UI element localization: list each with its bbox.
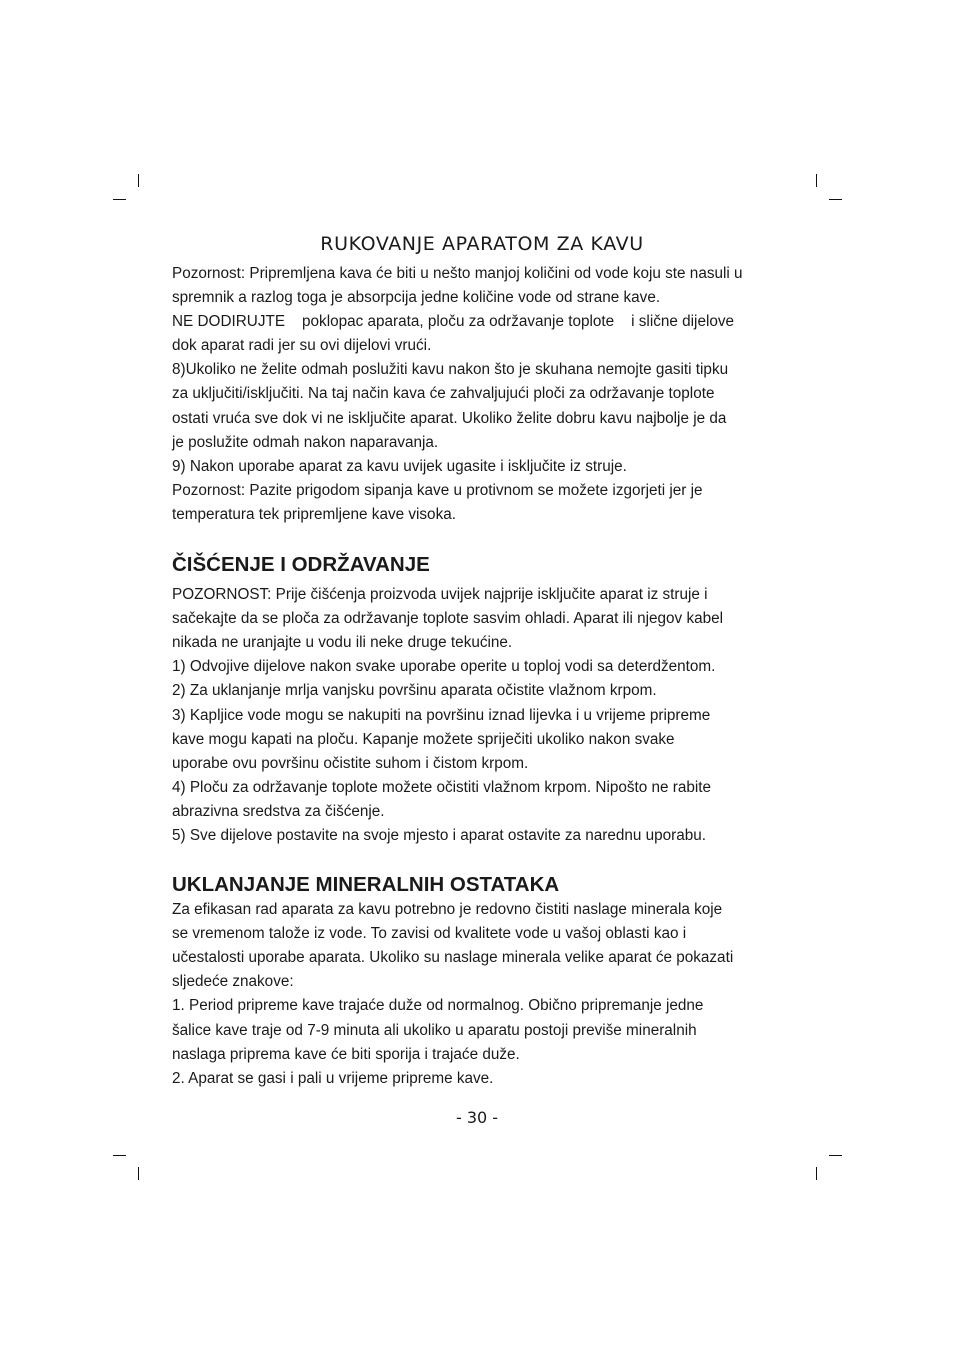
text-line: nikada ne uranjajte u vodu ili neke druge tekućine. xyxy=(172,634,513,652)
crop-mark-bottom-right-v xyxy=(816,1167,817,1180)
section-title-operation: RUKOVANJE APARATOM ZA KAVU xyxy=(320,233,644,255)
section-body-operation xyxy=(172,262,792,527)
text-line: 2) Za uklanjanje mrlja vanjsku površinu aparata očistite vlažnom krpom. xyxy=(172,682,657,700)
text-line: 9) Nakon uporabe aparat za kavu uvijek ugasite i isključite iz struje. xyxy=(172,457,627,475)
section-body-cleaning xyxy=(172,583,792,848)
text-line: 1) Odvojive dijelove nakon svake uporabe operite u toploj vodi sa deterdžentom. xyxy=(172,658,716,676)
text-line: spremnik a razlog toga je absorpcija jedne količine vode od strane kave. xyxy=(172,289,661,307)
text-line: Za efikasan rad aparata za kavu potrebno je redovno čistiti naslage minerala koje xyxy=(172,901,723,919)
text-line: 1. Period pripreme kave trajaće duže od normalnog. Obično pripremanje jedne xyxy=(172,997,704,1015)
text-line: sljedeće znakove: xyxy=(172,973,294,991)
text-line: se vremenom talože iz vode. To zavisi od kvalitete vode u vašoj oblasti kao i xyxy=(172,925,687,943)
text-line: Pozornost: Pripremljena kava će biti u nešto manjoj količini od vode koju ste nasuli u xyxy=(172,265,743,282)
page-content xyxy=(172,231,792,1091)
text-line: učestalosti uporabe aparata. Ukoliko su naslage minerala velike aparat će pokazati xyxy=(172,949,734,967)
text-line: 2. Aparat se gasi i pali u vrijeme pripreme kave. xyxy=(172,1069,494,1087)
text-line: 4) Ploču za održavanje toplote možete očistiti vlažnom krpom. Nipošto ne rabite xyxy=(172,778,712,796)
section-title-cleaning: ČIŠĆENJE I ODRŽAVANJE xyxy=(172,553,430,577)
text-line: naslaga priprema kave će biti sporija i trajaće duže. xyxy=(172,1045,520,1063)
page-number: - 30 - xyxy=(455,1108,499,1127)
text-line: 5) Sve dijelove postavite na svoje mjesto i aparat ostavite za narednu uporabu. xyxy=(172,826,707,844)
section-cleaning xyxy=(172,552,792,848)
text-line: uporabe ovu površinu očistite suhom i čistom krpom. xyxy=(172,754,529,772)
text-line: kave mogu kapati na ploču. Kapanje možete spriječiti ukoliko nakon svake xyxy=(172,730,675,748)
text-line: šalice kave traje od 7-9 minuta ali ukoliko u aparatu postoji previše mineralnih xyxy=(172,1021,697,1039)
crop-mark-top-right-h xyxy=(829,199,842,200)
text-line: 8)Ukoliko ne želite odmah poslužiti kavu nakon što je skuhana nemojte gasiti tipku xyxy=(172,361,729,379)
text-line: dok aparat radi jer su ovi dijelovi vrući. xyxy=(172,337,432,355)
text-line: sačekajte da se ploča za održavanje toplote sasvim ohladi. Aparat ili njegov kabel xyxy=(172,610,724,628)
crop-mark-top-right-v xyxy=(816,174,817,187)
text-line: temperatura tek pripremljene kave visoka. xyxy=(172,505,456,523)
text-line: ostati vruća sve dok vi ne isključite aparat. Ukoliko želite dobru kavu najbolje je da xyxy=(172,409,727,427)
section-body-descaling xyxy=(172,898,792,1091)
text-line: abrazivna sredstva za čišćenje. xyxy=(172,802,385,820)
section-operation xyxy=(172,231,792,527)
text-line: POZORNOST: Prije čišćenja proizvoda uvijek najprije isključite aparat iz struje i xyxy=(172,586,708,604)
text-line: je poslužite odmah nakon naparavanja. xyxy=(172,433,439,451)
crop-mark-bottom-left-v xyxy=(138,1167,139,1180)
section-descaling xyxy=(172,872,792,1091)
crop-mark-bottom-right-h xyxy=(829,1155,842,1156)
text-line: 3) Kapljice vode mogu se nakupiti na površinu iznad lijevka i u vrijeme pripreme xyxy=(172,706,711,724)
crop-mark-top-left-v xyxy=(138,174,139,187)
text-line: NE DODIRUJTE poklopac aparata, ploču za održavanje toplote i slične dijelove xyxy=(172,313,735,331)
crop-mark-bottom-left-h xyxy=(113,1155,126,1156)
text-line: za uključiti/isključiti. Na taj način kava će zahvaljujući ploči za održavanje toplote xyxy=(172,385,715,403)
crop-mark-top-left-h xyxy=(113,199,126,200)
text-line: Pozornost: Pazite prigodom sipanja kave u protivnom se možete izgorjeti jer je xyxy=(172,481,703,499)
section-title-descaling: UKLANJANJE MINERALNIH OSTATAKA xyxy=(172,873,560,897)
